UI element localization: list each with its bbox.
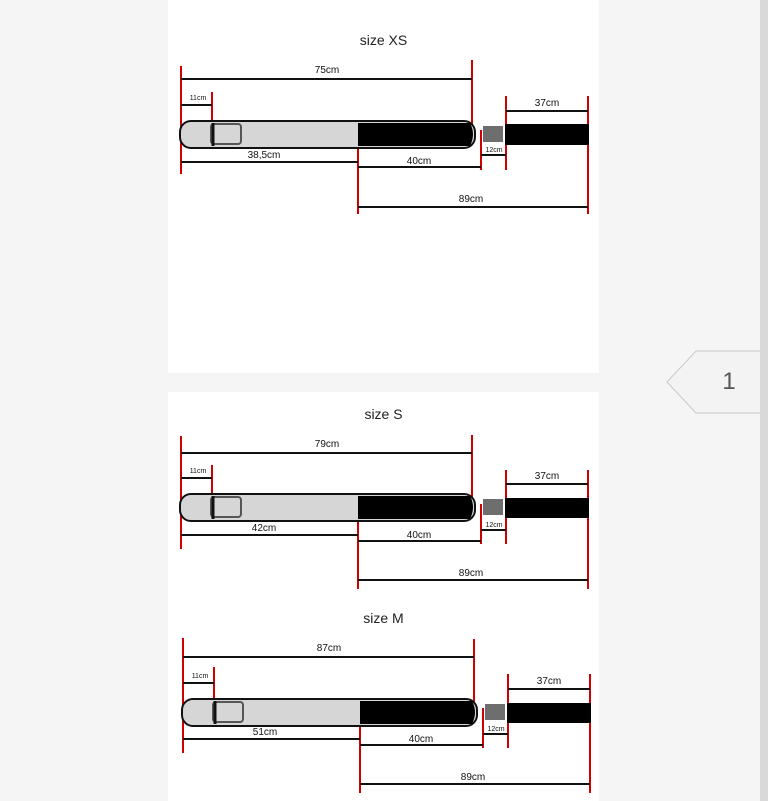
size-chart-panel xyxy=(168,0,599,373)
belt-tail xyxy=(505,498,589,518)
belt-tail xyxy=(505,124,589,145)
dimension-label: 37cm xyxy=(534,471,560,482)
dimension-label: 11cm xyxy=(189,468,207,475)
dimension-label: 40cm xyxy=(406,156,432,167)
belt-diagram-svg xyxy=(168,404,599,594)
size-title: size XS xyxy=(359,32,408,48)
dimension-label: 79cm xyxy=(314,439,340,450)
scrollbar-track[interactable] xyxy=(760,0,768,801)
dimension-label: 12cm xyxy=(485,147,503,154)
belt-loop xyxy=(485,704,505,720)
belt-black-section xyxy=(358,123,470,146)
dimension-label: 87cm xyxy=(316,643,342,654)
dimension-label: 89cm xyxy=(460,772,486,783)
dimension-label: 38,5cm xyxy=(247,150,281,161)
belt-tail xyxy=(507,703,591,723)
belt-diagram-svg xyxy=(168,30,599,220)
size-title: size S xyxy=(364,406,403,422)
belt-black-section xyxy=(360,701,472,724)
dimension-label: 11cm xyxy=(189,95,207,102)
dimension-label: 12cm xyxy=(485,522,503,529)
belt-diagram-svg xyxy=(168,608,599,801)
dimension-label: 11cm xyxy=(191,673,209,680)
dimension-label: 40cm xyxy=(408,734,434,745)
dimension-label: 12cm xyxy=(487,726,505,733)
dimension-label: 89cm xyxy=(458,568,484,579)
size-chart-panel xyxy=(168,392,599,801)
dimension-label: 75cm xyxy=(314,65,340,76)
page-number-tab[interactable] xyxy=(666,350,762,414)
size-title: size M xyxy=(363,610,404,626)
page-number: 1 xyxy=(722,368,736,395)
dimension-label: 40cm xyxy=(406,530,432,541)
dimension-label: 51cm xyxy=(252,727,278,738)
belt-loop xyxy=(483,126,503,142)
dimension-label: 37cm xyxy=(536,676,562,687)
belt-black-section xyxy=(358,496,470,519)
dimension-label: 89cm xyxy=(458,194,484,205)
dimension-label: 37cm xyxy=(534,98,560,109)
belt-loop xyxy=(483,499,503,515)
dimension-label: 42cm xyxy=(251,523,277,534)
